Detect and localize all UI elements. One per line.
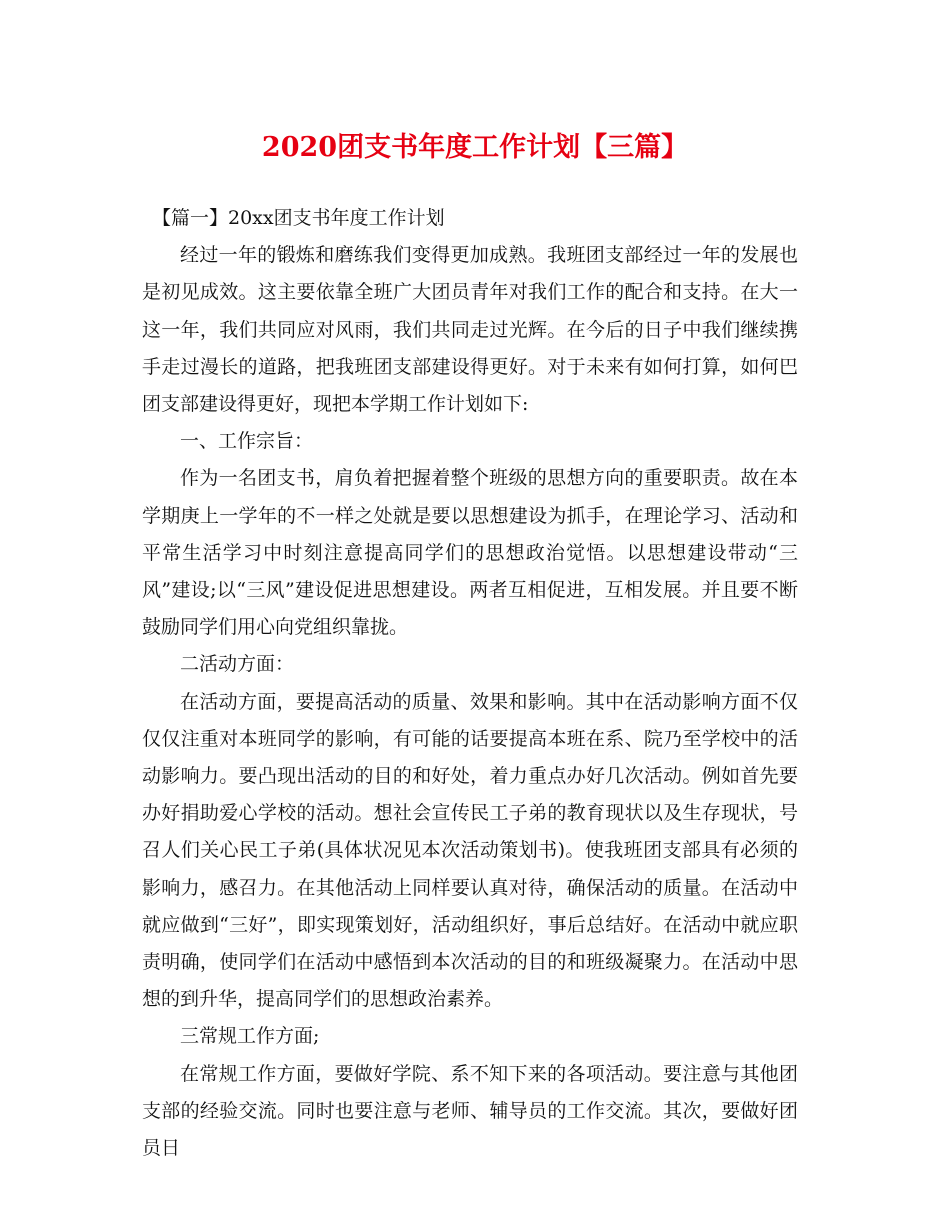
document-title: 2020团支书年度工作计划【三篇】 <box>261 132 689 163</box>
paragraph-routine-work: 在常规工作方面，要做好学院、系不知下来的各项活动。要注意与其他团支部的经验交流。同时也要注意与老师、辅导员的工作交流。其次，要做好团员日 <box>142 1062 798 1160</box>
paragraph-work-purpose: 作为一名团支书，肩负着把握着整个班级的思想方向的重要职责。故在本学期庚上一学年的不一样之处就是要以思想建设为抓手，在理论学习、活动和平常生活学习中时刻注意提高同学们的思想政治觉悟。以思想建设带动“三风”建设;以“三风”建设促进思想建设。两者互相促进，互相发展。并且要不断鼓励同学们用心向党组织靠拢。 <box>142 467 798 639</box>
heading-work-purpose: 一、工作宗旨： <box>180 430 314 453</box>
paragraph-intro: 经过一年的锻炼和磨练我们变得更加成熟。我班团支部经过一年的发展也是初见成效。这主要依靠全班广大团员青年对我们工作的配合和支持。在大一这一年，我们共同应对风雨，我们共同走过光辉。在今后的日子中我们继续携手走过漫长的道路，把我班团支部建设得更好。对于未来有如何打算，如何巴团支部建设得更好，现把本学期工作计划如下: <box>142 244 798 416</box>
paragraph-activities: 在活动方面，要提高活动的质量、效果和影响。其中在活动影响方面不仅仅仅注重对本班同学的影响，有可能的话要提高本班在系、院乃至学校中的活动影响力。要凸现出活动的目的和好处，着力重点办好几次活动。例如首先要办好捐助爱心学校的活动。想社会宣传民工子弟的教育现状以及生存现状，号召人们关心民工子弟(具体状况见本次活动策划书)。使我班团支部具有必须的影响力，感召力。在其他活动上同样要认真对待，确保活动的质量。在活动中就应做到“三好”，即实现策划好，活动组织好，事后总结好。在活动中就应职责明确，使同学们在活动中感悟到本次活动的目的和班级凝聚力。在活动中思想的到升华，提高同学们的思想政治素养。 <box>142 690 798 1011</box>
heading-routine-work: 三常规工作方面; <box>180 1025 320 1048</box>
section-heading-part-one: 【篇一】20xx团支书年度工作计划 <box>152 207 445 229</box>
document-body <box>142 200 798 1167</box>
heading-activities: 二活动方面： <box>180 653 295 676</box>
